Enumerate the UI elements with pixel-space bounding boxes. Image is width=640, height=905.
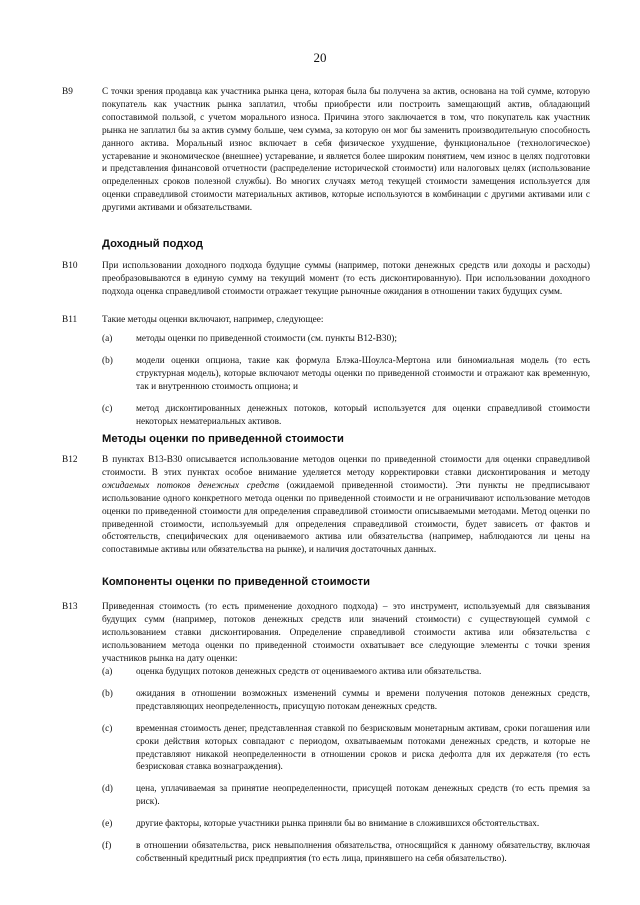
list-item [102,333,590,346]
paragraph-b13 [62,601,590,666]
list-item-label: (a) [102,667,113,677]
heading-present-value-methods: Методы оценки по приведенной стоимости [102,433,344,445]
heading-present-value-components: Компоненты оценки по приведенной стоимости [102,576,370,588]
paragraph-b12 [62,454,590,557]
list-item-label: (d) [102,784,113,795]
list-item-text: оценка будущих потоков денежных средств от оцениваемого актива или обязательства. [136,667,482,677]
paragraph-code: B10 [62,261,78,271]
list-item-text: цена, уплачиваемая за принятие неопределенности, присущей потокам денежных средств (то есть премия за риск). [136,784,590,808]
paragraph-b10 [62,260,590,299]
b11-list [102,333,590,437]
list-item [102,783,590,809]
list-item-label: (f) [102,841,112,852]
list-item-label: (c) [102,723,113,734]
list-item-label: (c) [102,403,113,414]
paragraph-text: Приведенная стоимость (то есть применение доходного подхода) – это инструмент, используемый для связывания будущих сумм (например, потоков денежных средств или значений стоимости) с существующей суммой с использованием ставки дисконтирования. Определение справедливой стоимости актива или обязательства с использованием метода оценки по приведенной стоимости охватывает все следующие элементы с точки зрения участников рынка на дату оценки: [102,602,590,664]
list-item [102,666,590,679]
paragraph-code: B12 [62,455,78,465]
heading-income-approach: Доходный подход [102,238,203,250]
paragraph-text-part: В пунктах B13-B30 описывается использование методов оценки по приведенной стоимости для оценки справедливой стоимости. В этих пунктах особое внимание уделяется методу корректировки ставки дисконтирования и методу [102,455,590,478]
list-item-text: модели оценки опциона, такие как формула Блэка-Шоулса-Мертона или биномиальная модель (то есть структурная модель), которые включают методы оценки по приведенной стоимости и отражают как временную, так и внутреннюю стоимость опциона; и [136,355,590,392]
paragraph-code: B9 [62,87,73,97]
paragraph-text: При использовании доходного подхода будущие суммы (например, потоки денежных средств или доходы и расходы) преобразовываются в единую сумму на текущий момент (то есть дисконтированную). При использовании доходного подхода оценка справедливой стоимости отражает текущие рыночные ожидания в отношении таких будущих сумм. [102,261,590,297]
paragraph-code: B11 [62,315,78,325]
list-item [102,723,590,775]
list-item [102,403,590,429]
list-item-text: временная стоимость денег, представленная ставкой по безрисковым монетарным активам, сроки погашения или сроки действия которых совпадают с периодом, охватываемым потоками денежных средств, и которые не представляют никакой неопределенности в отношении сроков и риска дефолта для их держателя (то есть безрисковая ставка вознаграждения). [136,723,590,773]
list-item [102,355,590,394]
list-item-label: (a) [102,334,113,344]
list-item-text: методы оценки по приведенной стоимости (см. пункты B12-B30); [136,334,397,344]
list-item [102,818,590,831]
b13-list [102,666,590,875]
list-item-text: метод дисконтированных денежных потоков, который используется для оценки справедливой стоимости некоторых нематериальных активов. [136,403,590,427]
paragraph-text: Такие методы оценки включают, например, следующее: [102,315,324,325]
paragraph-text: С точки зрения продавца как участника рынка цена, которая была бы получена за актив, основана на той сумме, которую покупатель как участник рынка заплатил, чтобы приобрести или построить замещающий актив, обладающий сопоставимой пользой, с учетом морального износа. Причина этого заключается в том, что покупатель как участник рынка не заплатил бы за актив сумму больше, чем сумма, за которую он мог бы заменить производительную способность данного актива. Моральный износ включает в себя физическое ухудшение, функциональное (технологическое) устаревание и экономическое (внешнее) устаревание, и является более широким понятием, чем износ в целях подготовки и представления финансовой отчетности (распределение исторической стоимости) или налоговых целях (использование определенных сроков полезной службы). Во многих случаях метод текущей стоимости замещения используется для оценки справедливой стоимости материальных активов, которые используются в комбинации с другими активами или с другими активами и обязательствами. [102,87,590,214]
paragraph-text-part: (ожидаемой приведенной стоимости). Эти пункты не предписывают использование одного конкретного метода оценки по приведенной стоимости и не ограничивают использование методов оценки по приведенной стоимости для определения справедливой стоимости описываемыми методами. Метод оценки по приведенной стоимости, используемый для определения справедливой стоимости, будет зависеть от фактов и обстоятельств, специфических для оцениваемого актива или обязательства (например, наблюдаются ли цены на сопоставимые активы или обязательства на рынке), и наличия достаточных данных. [102,480,590,556]
paragraph-b9 [62,86,590,215]
list-item-label: (b) [102,688,113,699]
list-item [102,688,590,714]
list-item [102,840,590,866]
list-item-label: (e) [102,819,113,830]
list-item-text: ожидания в отношении возможных изменений суммы и времени получения потоков денежных средств, представляющих неопределенность, присущую потокам денежных средств. [136,688,590,712]
paragraph-text-italic: ожидаемых потоков денежных средств [102,480,280,491]
list-item-label: (b) [102,355,113,366]
list-item-text: другие факторы, которые участники рынка приняли бы во внимание в сложившихся обстоятельствах. [136,819,540,830]
paragraph-text [102,454,590,557]
paragraph-b11 [62,314,590,327]
list-item-text: в отношении обязательства, риск невыполнения обязательства, относящийся к данному обязательству, включая собственный кредитный риск предприятия (то есть лица, принявшего на себя обязательство). [136,841,590,864]
paragraph-code: B13 [62,602,78,612]
page-number: 20 [313,50,327,65]
